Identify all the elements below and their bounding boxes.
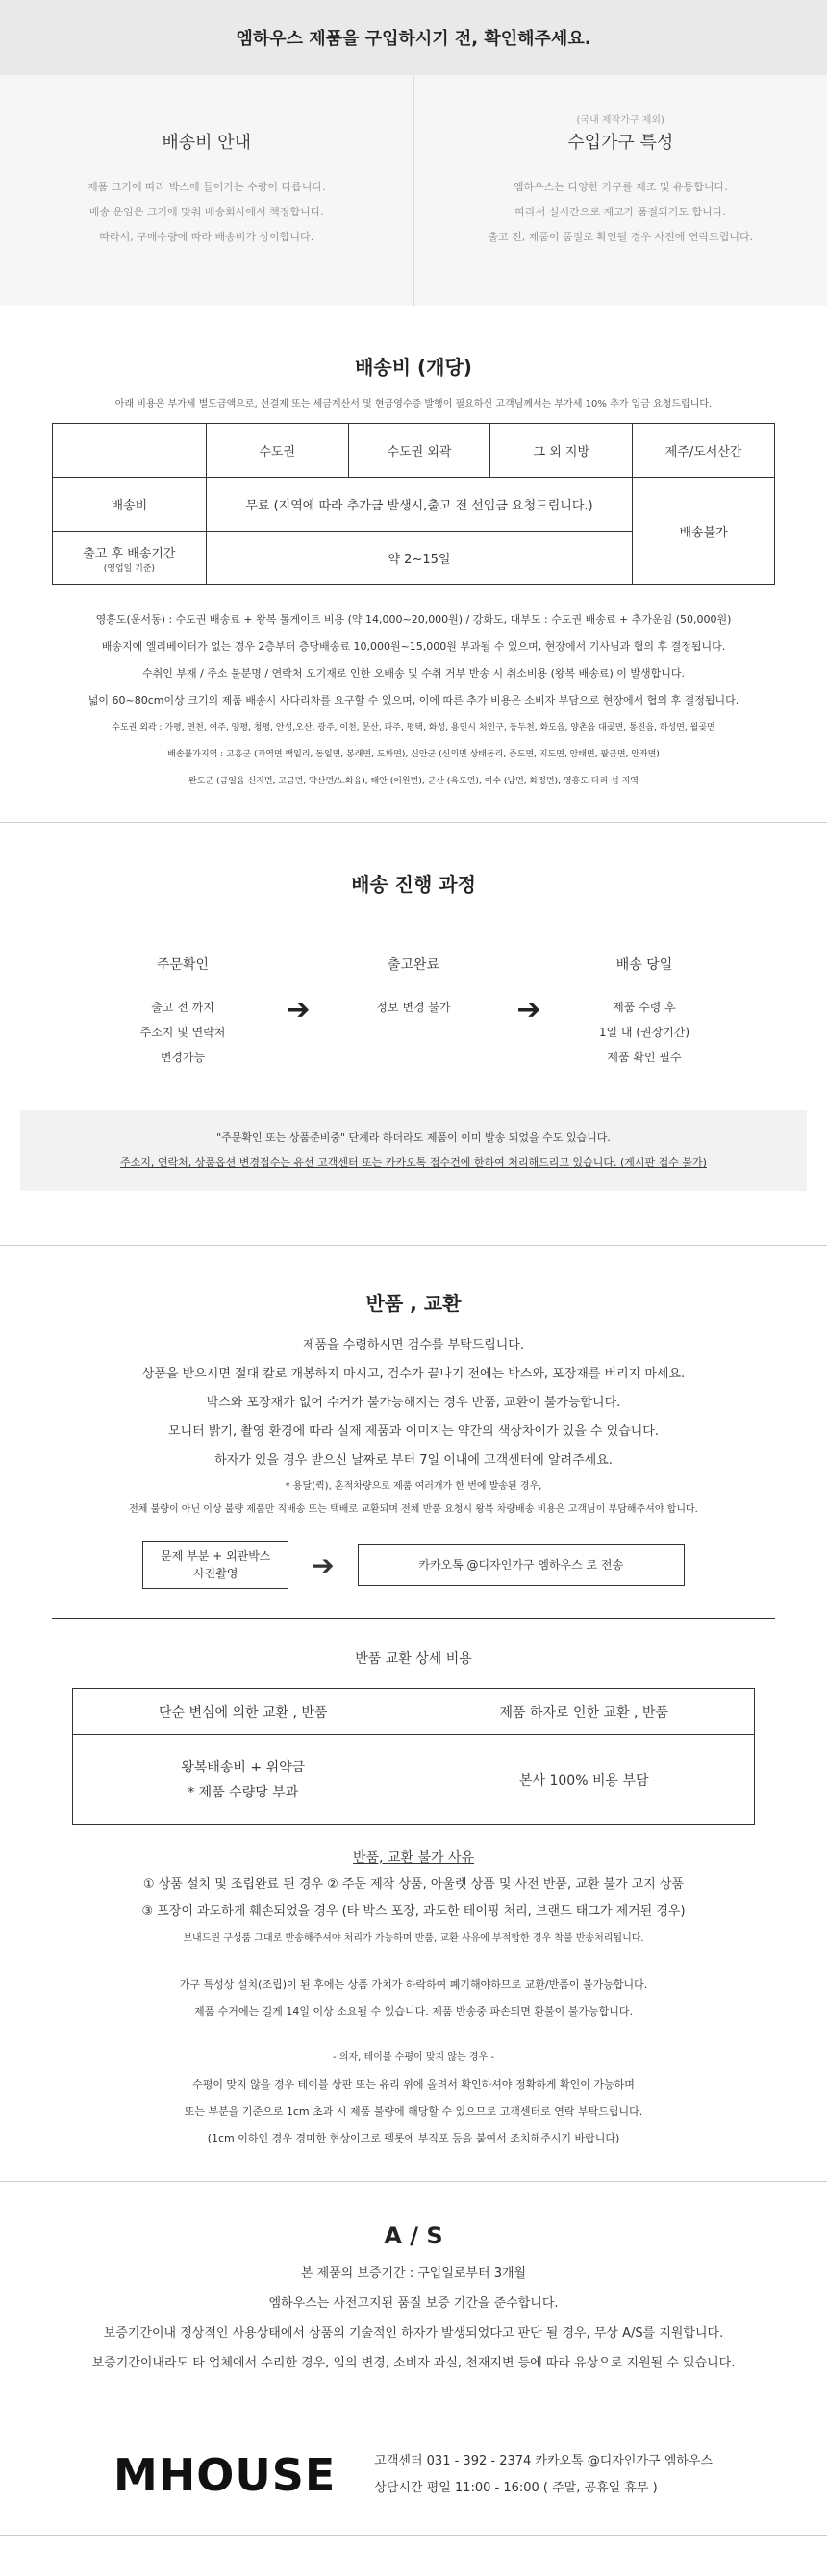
table-cell-empty <box>53 424 207 478</box>
shipping-detail-line: 영흥도(운서동) : 수도권 배송료 + 왕복 톨게이트 비용 (약 14,000~20,000원) / 강화도, 대부도 : 수도권 배송료 + 추가운임 (50,000원) <box>95 613 732 626</box>
contact-line: 상담시간 평일 11:00 - 16:00 ( 주말, 공휴일 휴무 ) <box>374 2481 658 2495</box>
table-row-label <box>53 532 207 585</box>
import-furniture-note: (국내 제작가구 제외) <box>576 115 664 126</box>
as-line: 보증기간이내라도 타 업체에서 수리한 경우, 임의 변경, 소비자 과실, 천재지변 등에 따라 유상으로 지원될 수 있습니다. <box>91 2356 736 2370</box>
import-furniture-line: 따라서 실시간으로 재고가 품절되기도 합니다. <box>514 206 726 218</box>
shipping-region-line: 배송불가지역 : 고흥군 (과역면 백일리, 동일면, 봉래면, 도화면), 신안군 (신의면 상태동리, 증도면, 지도면, 암태면, 팔금면, 안좌면) <box>167 750 660 759</box>
table-header: 수도권 <box>206 424 348 478</box>
returns-title: 반품 , 교환 <box>365 1292 462 1315</box>
arrow-right-icon: ➔ <box>516 993 541 1027</box>
step-title: 주문확인 <box>156 957 210 973</box>
contact-info <box>374 2448 713 2502</box>
shipping-info-line: 배송 운임은 크기에 맞춰 배송회사에서 책정합니다. <box>88 206 324 218</box>
return-cost-line: 왕복배송비 + 위약금 <box>181 1759 306 1775</box>
as-line: 본 제품의 보증기간 : 구입일로부터 3개월 <box>300 2266 527 2281</box>
shipping-info-title: 배송비 안내 <box>162 133 252 153</box>
import-furniture-card <box>414 75 827 306</box>
returns-line: 상품을 받으시면 절대 칼로 개봉하지 마시고, 검수가 끝나기 전에는 박스와, 포장재를 버리지 마세요. <box>141 1367 686 1381</box>
notice-line: 주소지, 연락처, 상품옵션 변경접수는 유선 고객센터 또는 카카오톡 접수건에 한하여 처리해드리고 있습니다. (게시판 접수 불가) <box>120 1156 707 1169</box>
business-day-note: (영업일 기준) <box>103 563 156 574</box>
return-cost-title: 반품 교환 상세 비용 <box>355 1651 472 1667</box>
delivery-period-value: 약 2~15일 <box>206 532 632 585</box>
shipping-region-line: 완도군 (금일읍 신지면, 고금면, 약산면/노화읍), 태안 (이원면), 군산 (옥도면), 여수 (남면, 화정면), 영흥도 다리 섬 지역 <box>188 777 639 786</box>
level-check-head: - 의자, 테이블 수평이 맞지 않는 경우 - <box>333 2052 494 2063</box>
banner-title: 엠하우스 제품을 구입하시기 전, 확인해주세요. <box>236 29 591 49</box>
as-title: A / S <box>384 2222 443 2249</box>
arrow-right-icon: ➔ <box>312 1548 335 1581</box>
delivery-process <box>106 954 721 1070</box>
arrow-right-icon: ➔ <box>286 993 311 1027</box>
intro-section <box>0 75 827 306</box>
table-cell: 본사 100% 비용 부담 <box>414 1735 755 1825</box>
return-cost-table <box>72 1688 755 1825</box>
order-change-notice <box>20 1110 807 1191</box>
no-return-note: 보내드린 구성품 그대로 반송해주셔야 처리가 가능하며 반품, 교환 사유에 부적합한 경우 착불 반송처리됩니다. <box>183 1933 644 1944</box>
step-line: 1일 내 (권장기간) <box>598 1026 690 1039</box>
process-step-order <box>106 954 260 1070</box>
table-row <box>53 424 775 478</box>
shipping-detail-line: 수취인 부재 / 주소 불분명 / 연락처 오기재로 인한 오배송 및 수취 거부 반송 시 취소비용 (왕복 배송료) 이 발생합니다. <box>141 667 686 680</box>
table-row <box>73 1735 755 1825</box>
return-cost-line: * 제품 수량당 부과 <box>188 1784 299 1800</box>
shipping-detail-line: 배송지에 엘리베이터가 없는 경우 2층부터 층당배송료 10,000원~15,000원 부과될 수 있으며, 현장에서 기사님과 협의 후 결정됩니다. <box>101 640 726 653</box>
step-line: 정보 변경 불가 <box>376 1001 451 1014</box>
photo-step-line: 사진촬영 <box>193 1567 238 1580</box>
returns-small-note: * 용달(퀵), 혼적차량으로 제품 여러개가 한 번에 발송된 경우, <box>285 1481 542 1492</box>
photo-step-line: 문제 부분 + 외관박스 <box>161 1549 271 1563</box>
no-return-line: ③ 포장이 과도하게 훼손되었을 경우 (타 박스 포장, 과도한 테이핑 처리, 브랜드 태그가 제거된 경우) <box>141 1904 686 1919</box>
process-step-delivery <box>567 954 721 1070</box>
table-row-label: 배송비 <box>53 478 207 532</box>
top-banner <box>0 0 827 75</box>
mhouse-logo: MHOUSE <box>113 2449 337 2501</box>
step-title: 출고완료 <box>387 957 440 973</box>
shipping-detail-line: 넓이 60~80cm이상 크기의 제품 배송시 사다리차를 요구할 수 있으며, 이에 따른 추가 비용은 소비자 부담으로 현장에서 협의 후 결정됩니다. <box>88 694 739 706</box>
returns-small-note: 전체 불량이 아닌 이상 불량 제품만 직배송 또는 택배로 교환되며 전체 반품 요청시 왕복 차량배송 비용은 고객님이 부담해주셔야 합니다. <box>129 1504 698 1515</box>
shipping-cost-note: 아래 비용은 부가세 별도금액으로, 선결제 또는 세금계산서 및 현금영수증 발행이 필요하신 고객님께서는 부가세 10% 추가 입금 요청드립니다. <box>114 399 713 409</box>
import-furniture-line: 엠하우스는 다양한 가구를 제조 및 유통합니다. <box>513 181 728 193</box>
no-return-line: ① 상품 설치 및 조립완료 된 경우 ② 주문 제작 상품, 아울렛 상품 및 사전 반품, 교환 불가 고지 상품 <box>142 1877 685 1892</box>
install-note: 가구 특성상 설치(조립)이 된 후에는 상품 가치가 하락하여 폐기해야하므로 교환/반품이 불가능합니다. <box>179 1978 648 1991</box>
step-line: 변경가능 <box>160 1051 206 1064</box>
section-divider <box>0 2535 827 2536</box>
step-line: 제품 확인 필수 <box>607 1051 682 1064</box>
table-cell <box>73 1735 414 1825</box>
shipping-info-card <box>0 75 414 306</box>
table-row <box>53 478 775 532</box>
notice-line: "주문확인 또는 상품준비중" 단계라 하더라도 제품이 이미 발송 되었을 수도 있습니다. <box>216 1131 611 1144</box>
photo-step-box <box>142 1541 288 1589</box>
shipping-unavailable: 배송불가 <box>633 478 775 585</box>
table-header: 단순 변심에 의한 교환 , 반품 <box>73 1689 414 1735</box>
returns-line: 하자가 있을 경우 받으신 날짜로 부터 7일 이내에 고객센터에 알려주세요. <box>214 1453 613 1468</box>
footer <box>0 2448 827 2502</box>
shipping-info-line: 제품 크기에 따라 박스에 들어가는 수량이 다릅니다. <box>87 181 326 193</box>
step-line: 제품 수령 후 <box>613 1001 676 1014</box>
as-line: 엠하우스는 사전고지된 품질 보증 기간을 준수합니다. <box>268 2296 559 2311</box>
shipping-info-spacer <box>0 111 414 125</box>
shipping-cost-table <box>52 423 775 585</box>
as-line: 보증기간이내 정상적인 사용상태에서 상품의 기술적인 하자가 발생되었다고 판단 될 경우, 무상 A/S를 지원합니다. <box>103 2326 724 2341</box>
returns-line: 박스와 포장재가 없어 수거가 불가능해지는 경우 반품, 교환이 불가능합니다. <box>206 1396 621 1410</box>
install-note: 제품 수거에는 길게 14일 이상 소요될 수 있습니다. 제품 반송중 파손되면 환불이 불가능합니다. <box>193 2005 634 2018</box>
level-check-line: 또는 부분을 기준으로 1cm 초과 시 제품 불량에 해당할 수 있으므로 고객센터로 연락 부탁드립니다. <box>184 2105 643 2118</box>
no-return-title: 반품, 교환 불가 사유 <box>353 1850 474 1866</box>
shipping-cost-title: 배송비 (개당) <box>355 356 472 379</box>
table-header: 수도권 외곽 <box>348 424 490 478</box>
shipping-fee-value: 무료 (지역에 따라 추가금 발생시,출고 전 선입금 요청드립니다.) <box>206 478 632 532</box>
table-header: 제품 하자로 인한 교환 , 반품 <box>414 1689 755 1735</box>
shipping-info-line: 따라서, 구매수량에 따라 배송비가 상이합니다. <box>99 231 314 243</box>
level-check-line: (1cm 이하인 경우 경미한 현상이므로 펠롯에 부직포 등을 붙여서 조치해주시기 바랍니다) <box>207 2132 620 2144</box>
import-furniture-line: 출고 전, 제품이 품절로 확인될 경우 사전에 연락드립니다. <box>488 231 754 243</box>
table-header: 제주/도서산간 <box>633 424 775 478</box>
shipping-region-line: 수도권 외곽 : 가평, 연천, 여주, 양평, 청평, 안성,오산, 광주, 이천, 문산, 파주, 평택, 화성, 용인시 처인구, 동두천, 화도읍, 양촌읍 대곶면, 통진읍, 하성면, 월곶면 <box>112 723 715 732</box>
process-step-shipped <box>337 954 490 1070</box>
returns-line: 제품을 수령하시면 검수를 부탁드립니다. <box>302 1338 524 1352</box>
import-furniture-title: 수입가구 특성 <box>567 133 674 153</box>
kakao-send-box: 카카오톡 @디자인가구 엠하우스 로 전송 <box>358 1544 685 1586</box>
delivery-period-label: 출고 후 배송기간 <box>83 546 176 561</box>
table-header: 그 외 지방 <box>490 424 633 478</box>
step-line: 주소지 및 연락처 <box>139 1026 226 1039</box>
step-title: 배송 당일 <box>615 957 673 973</box>
contact-line: 고객센터 031 - 392 - 2374 카카오톡 @디자인가구 엠하우스 <box>374 2454 713 2468</box>
step-line: 출고 전 까지 <box>151 1001 214 1014</box>
returns-line: 모니터 밝기, 촬영 환경에 따라 실제 제품과 이미지는 약간의 색상차이가 있을 수 있습니다. <box>168 1424 659 1439</box>
table-row <box>73 1689 755 1735</box>
process-title: 배송 진행 과정 <box>351 873 476 896</box>
level-check-line: 수평이 맞지 않을 경우 테이블 상판 또는 유리 위에 올려서 확인하셔야 정확하게 확인이 가능하며 <box>192 2078 635 2091</box>
photo-submit-flow <box>0 1541 827 1589</box>
